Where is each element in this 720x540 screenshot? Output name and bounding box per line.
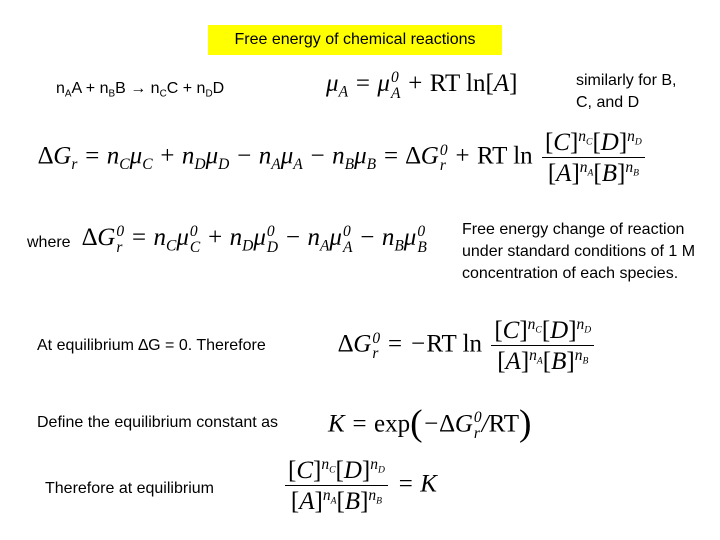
k-fraction: $\frac{[C]^{n_C}[D]^{n_D}}{[A]^{n_A}[B]^{n_B}}$ <box>285 458 388 514</box>
reaction-quotient-fraction: $\frac{[C]^{n_C}[D]^{n_D}}{[A]^{n_A}[B]^{n_B}}$ <box>542 130 645 186</box>
species-D: D <box>212 80 225 97</box>
species-B: B <box>115 80 126 97</box>
standard-delta-g-equation: ∆G 0 r = $n_C\mu$ 0 C + $n_D\mu$ 0 D − $n_A\mu$ 0 A − $n_B\mu$ 0 B <box>82 223 427 256</box>
arrow-icon: → <box>130 80 147 97</box>
slide-title: Free energy of chemical reactions <box>208 25 502 55</box>
coef-nA: n <box>56 80 65 97</box>
similarly-note: similarly for B, C, and D <box>576 72 677 111</box>
coef-nC: n <box>150 80 160 97</box>
sub-D: D <box>205 88 213 100</box>
coef-nD: n <box>196 80 206 97</box>
standard-conditions-note: Free energy change of reaction under standard conditions of 1 M concentration of each species. <box>462 221 696 282</box>
equilibrium-label: At equilibrium ∆G = 0. Therefore <box>37 337 266 354</box>
chemical-potential-equation: $\mu_A = \mu$ 0 A + RT ln[A] <box>326 69 518 102</box>
equilibrium-fraction: $\frac{[C]^{n_C}[D]^{n_D}}{[A]^{n_A}[B]^{n_B}}$ <box>491 318 594 374</box>
sub-A: A <box>64 88 72 100</box>
equilibrium-k-equation: $\frac{[C]^{n_C}[D]^{n_D}}{[A]^{n_A}[B]^{n_B}}$ = K <box>282 458 437 514</box>
delta-g-equation: $\Delta G_r = n_C\mu_C + n_D\mu_D - n_A\mu_A - n_B\mu_B = \Delta G$ 0 r + RT ln $\frac{[C]^{n_C}[D]^{n_D}}{[A]^{n_A}[B]^{n_B}}$ <box>38 130 648 186</box>
k-definition-equation: K = exp(−∆G 0 r /RT) <box>328 403 532 444</box>
plus-sign: + <box>85 80 96 97</box>
species-A: A <box>71 80 82 97</box>
equilibrium-equation: ∆G 0 r = −RT ln $\frac{[C]^{n_C}[D]^{n_D}}{[A]^{n_A}[B]^{n_B}}$ <box>338 318 597 374</box>
where-label: where <box>27 234 71 251</box>
reaction-equation <box>56 78 224 100</box>
species-C: C <box>166 80 179 97</box>
sub-C: C <box>159 88 167 100</box>
sub-B: B <box>108 88 116 100</box>
coef-nB: n <box>99 80 109 97</box>
plus-sign: + <box>182 80 193 97</box>
define-k-label: Define the equilibrium constant as <box>37 414 279 431</box>
therefore-label: Therefore at equilibrium <box>45 480 214 497</box>
